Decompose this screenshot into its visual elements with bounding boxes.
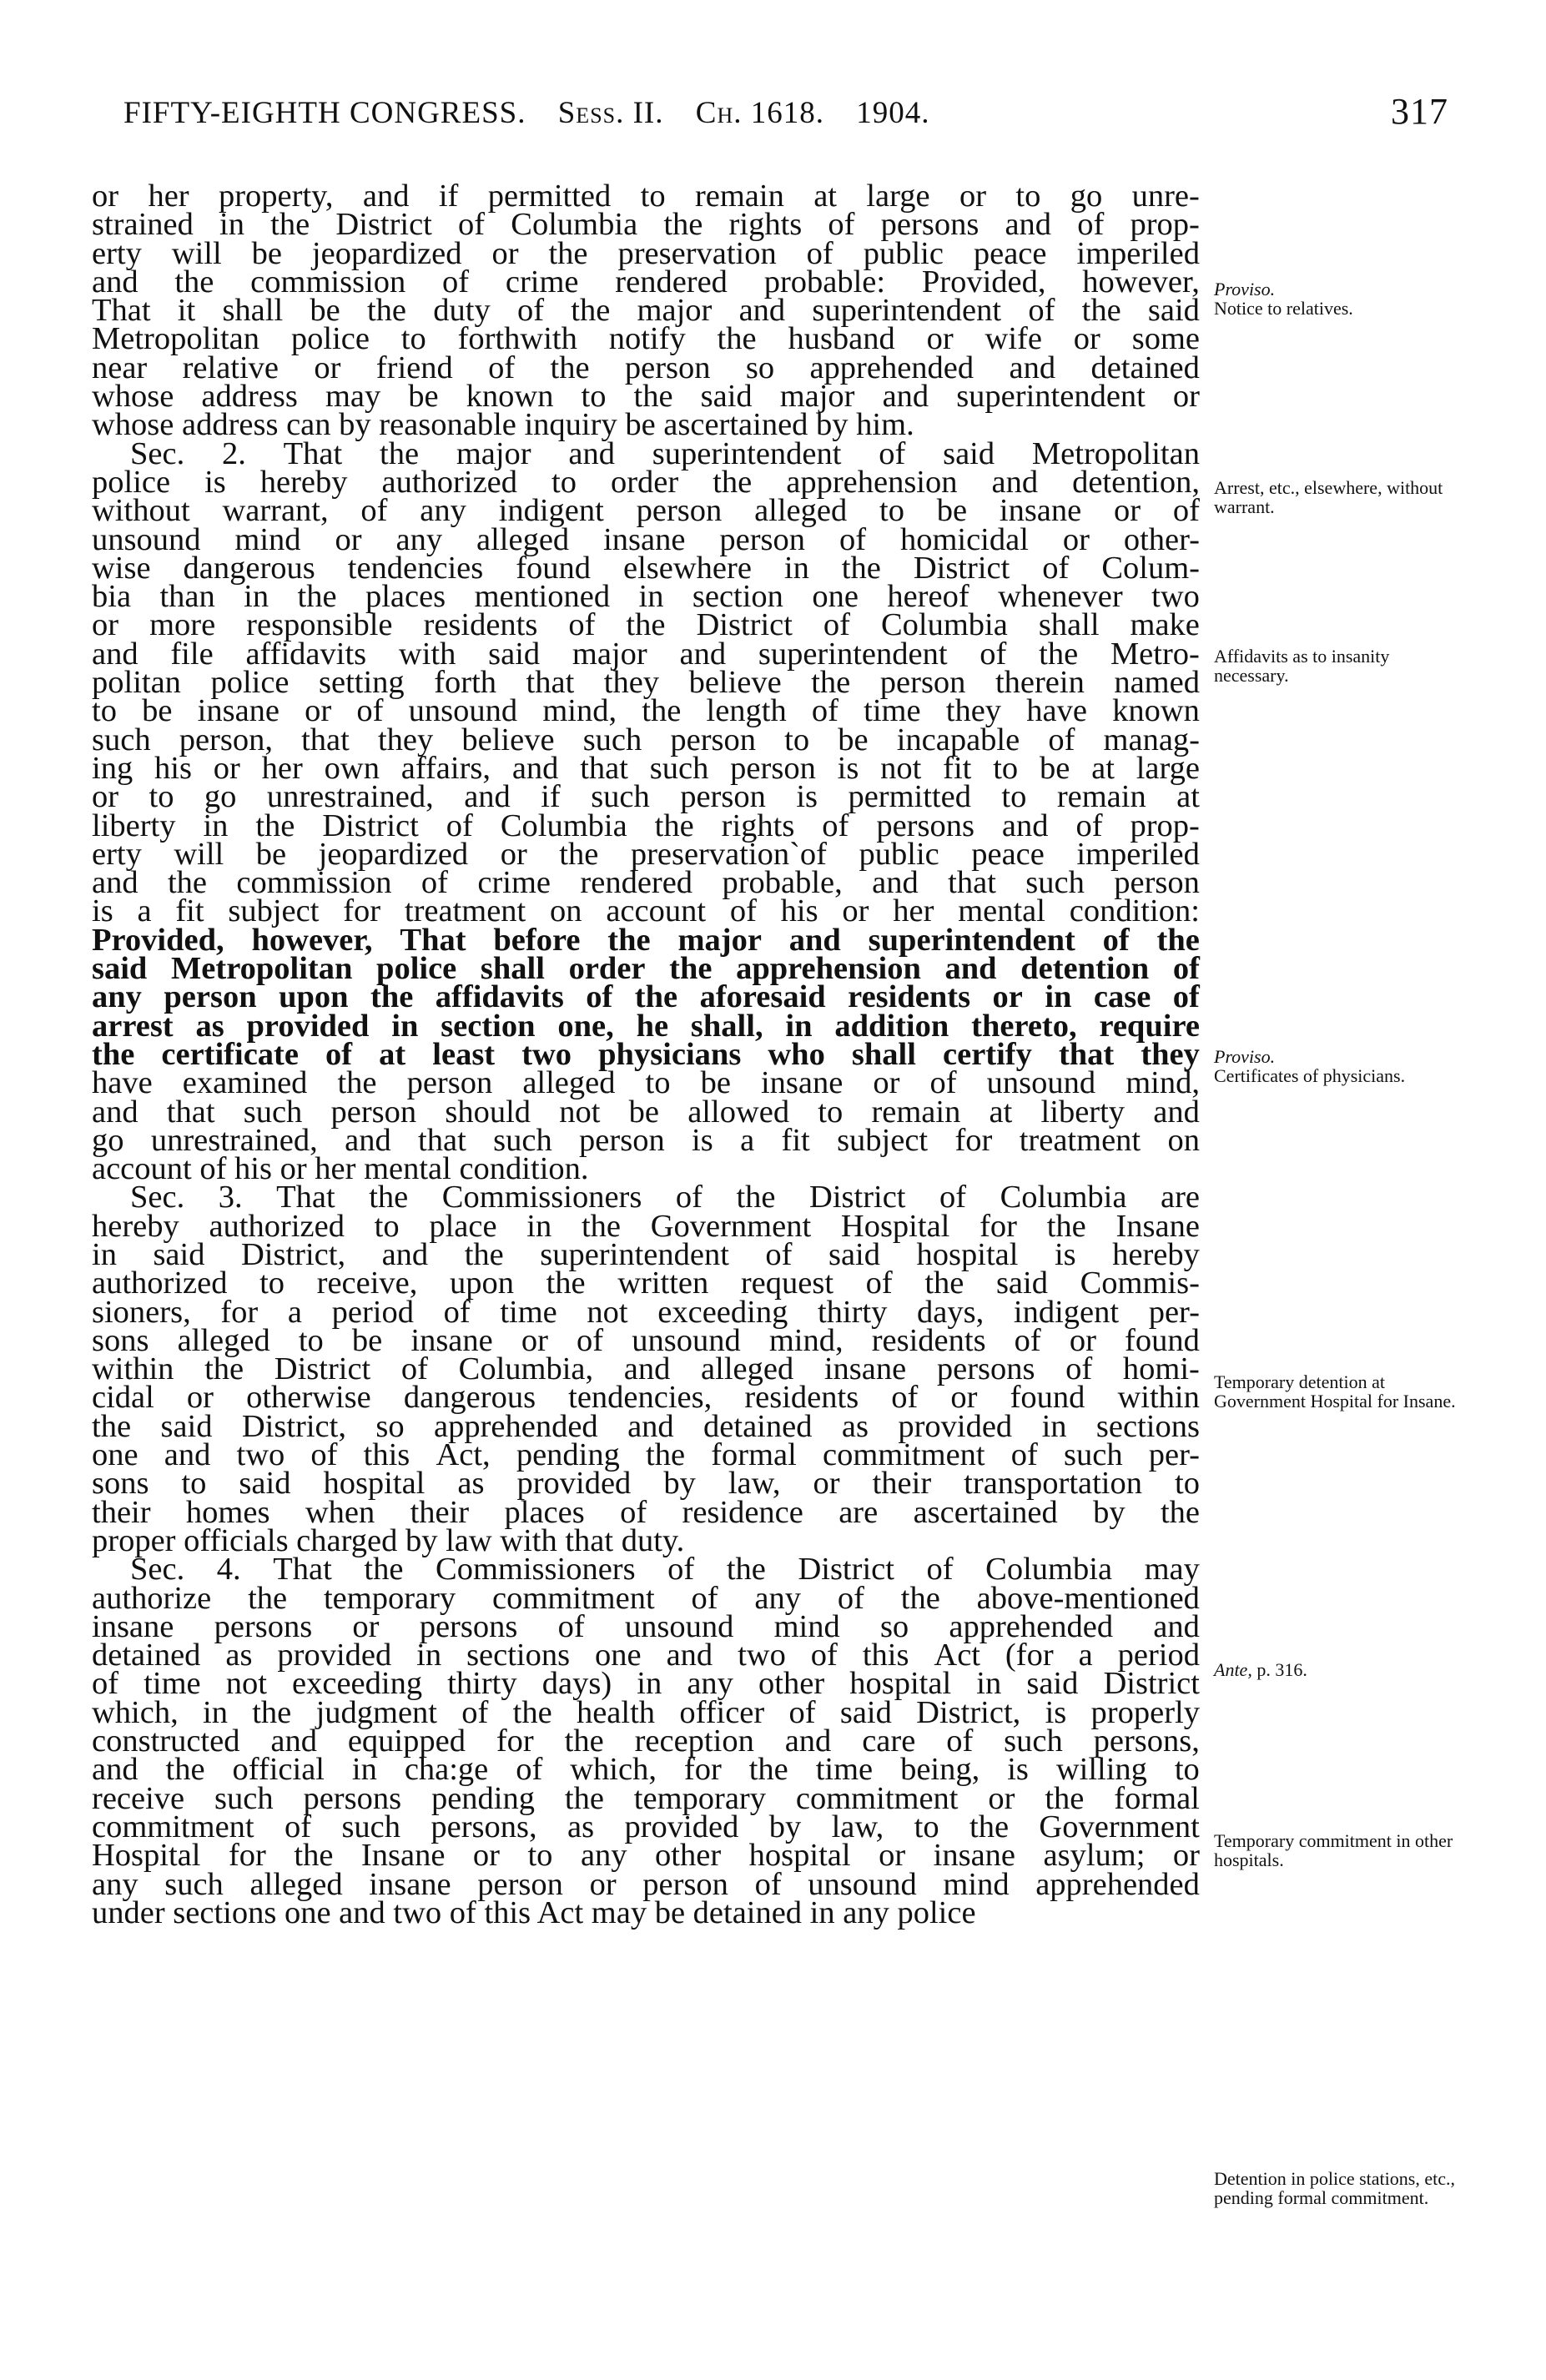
text-line: go unrestrained, and that such person is a fit subject for treatment on [92,1122,1200,1158]
text-line: sioners, for a period of time not exceeding thirty days, indigent per- [92,1294,1200,1330]
text-line: their homes when their places of residence are ascertained by the [92,1494,1200,1530]
margin-note: Temporary detention at Government Hospital for Insane. [1214,1371,1456,1411]
running-head [123,95,953,131]
text-line: erty will be jeopardized or the preservation of public peace imperiled [92,235,1200,271]
text-line: cidal or otherwise dangerous tendencies, residents of or found within [92,1380,1200,1416]
text-line: bia than in the places mentioned in section one hereof whenever two [92,579,1200,615]
text-line: Sec. 4. That the Commissioners of the District of Columbia may [130,1552,1200,1588]
chapter-label: Ch. 1618. [695,96,824,130]
text-line: erty will be jeopardized or the preservation`of public peace imperiled [92,836,1200,872]
text-line: wise dangerous tendencies found elsewhere in the District of Colum- [92,550,1200,586]
text-line: That it shall be the duty of the major and superintendent of the said [92,293,1200,329]
text-line: in said District, and the superintendent of said hospital is hereby [92,1236,1200,1272]
text-line: politan police setting forth that they believe the person therein named [92,665,1200,701]
text-line: whose address may be known to the said major and superintendent or [92,379,1200,415]
text-line: sons alleged to be insane or of unsound mind, residents of or found [92,1322,1200,1358]
text-line: authorized to receive, upon the written request of the said Commis- [92,1265,1200,1301]
text-line: and the commission of crime rendered probable: Provided, however, [92,264,1200,299]
text-line: is a fit subject for treatment on account of his or her mental condition: [92,893,1200,929]
text-line: detained as provided in sections one and two of this Act (for a period [92,1638,1200,1673]
text-line: authorize the temporary commitment of any of the above-mentioned [92,1580,1200,1616]
text-line: the said District, so apprehended and detained as provided in sections [92,1408,1200,1444]
margin-note: Ante, p. 316. [1214,1659,1307,1680]
text-line: to be insane or of unsound mind, the length of time they have known [92,693,1200,729]
text-line: without warrant, of any indigent person alleged to be insane or of [92,493,1200,529]
margin-note: Proviso. Certificates of physicians. [1214,1046,1406,1086]
text-line: of time not exceeding thirty days) in any other hospital in said District [92,1666,1200,1702]
text-line: receive such persons pending the temporary commitment or the formal [92,1780,1200,1816]
text-line: such person, that they believe such person to be incapable of manag- [92,722,1200,757]
text-line: and the commission of crime rendered probable, and that such person [92,865,1200,901]
text-line: Sec. 2. That the major and superintendent of said Metropolitan [130,435,1200,471]
text-line: near relative or friend of the person so apprehended and detained [92,350,1200,385]
text-line: unsound mind or any alleged insane person of homicidal or other- [92,521,1200,557]
text-line: whose address can by reasonable inquiry be ascertained by him. [92,407,914,443]
text-line: which, in the judgment of the health officer of said District, is properly [92,1694,1200,1730]
text-line: strained in the District of Columbia the rights of persons and of prop- [92,207,1200,243]
text-line: police is hereby authorized to order the apprehension and detention, [92,464,1200,500]
text-line: under sections one and two of this Act may be detained in any police [92,1894,976,1930]
text-line: the certificate of at least two physicians who shall certify that they [92,1036,1200,1072]
text-line: Metropolitan police to forthwith notify the husband or wife or some [92,321,1200,357]
text-line: or her property, and if permitted to remain at large or to go unre- [92,179,1200,214]
text-line: one and two of this Act, pending the formal commitment of such per- [92,1437,1200,1473]
text-line: constructed and equipped for the reception and care of such persons, [92,1723,1200,1759]
text-line: ing his or her own affairs, and that such person is not fit to be at large [92,750,1200,786]
text-line: and file affidavits with said major and superintendent of the Metro- [92,636,1200,672]
text-line: and the official in cha:ge of which, for the time being, is willing to [92,1752,1200,1788]
text-line: said Metropolitan police shall order the apprehension and detention of [92,951,1200,987]
text-line: hereby authorized to place in the Government Hospital for the Insane [92,1208,1200,1244]
text-line: proper officials charged by law with that duty. [92,1522,685,1558]
statute-text [92,179,1200,1930]
text-line: sons to said hospital as provided by law, or their transportation to [92,1466,1200,1502]
text-line: liberty in the District of Columbia the rights of persons and of prop- [92,808,1200,843]
text-line: arrest as provided in section one, he shall, in addition thereto, require [92,1008,1200,1044]
congress-label: FIFTY-EIGHTH CONGRESS. [123,96,526,130]
margin-note: Proviso. Notice to relatives. [1214,279,1353,319]
text-line: or more responsible residents of the District of Columbia shall make [92,607,1200,643]
running-header [123,90,1448,140]
text-line: and that such person should not be allowed to remain at liberty and [92,1094,1200,1130]
text-line: Hospital for the Insane or to any other hospital or insane asylum; or [92,1838,1200,1874]
text-line: or to go unrestrained, and if such person is permitted to remain at [92,779,1200,815]
text-line: any person upon the affidavits of the aforesaid residents or in case of [92,979,1200,1015]
year-label: 1904. [856,96,930,130]
text-line: commitment of such persons, as provided by law, to the Government [92,1809,1200,1844]
text-line: Provided, however, That before the major and superintendent of the [92,922,1200,958]
margin-note: Detention in police stations, etc., pending formal commitment. [1214,2168,1455,2208]
text-line: insane persons or persons of unsound mind so apprehended and [92,1608,1200,1644]
margin-note: Arrest, etc., elsewhere, without warrant. [1214,477,1443,517]
text-line: any such alleged insane person or person of unsound mind apprehended [92,1866,1200,1902]
page-number: 317 [1391,91,1448,132]
text-line: have examined the person alleged to be insane or of unsound mind, [92,1065,1200,1101]
text-line: Sec. 3. That the Commissioners of the District of Columbia are [130,1180,1200,1215]
session-label: Sess. II. [557,96,664,130]
margin-note: Temporary commitment in other hospitals. [1214,1830,1453,1870]
text-line: account of his or her mental condition. [92,1151,589,1187]
text-line: within the District of Columbia, and alleged insane persons of homi- [92,1351,1200,1387]
margin-note: Affidavits as to insanity necessary. [1214,646,1390,686]
